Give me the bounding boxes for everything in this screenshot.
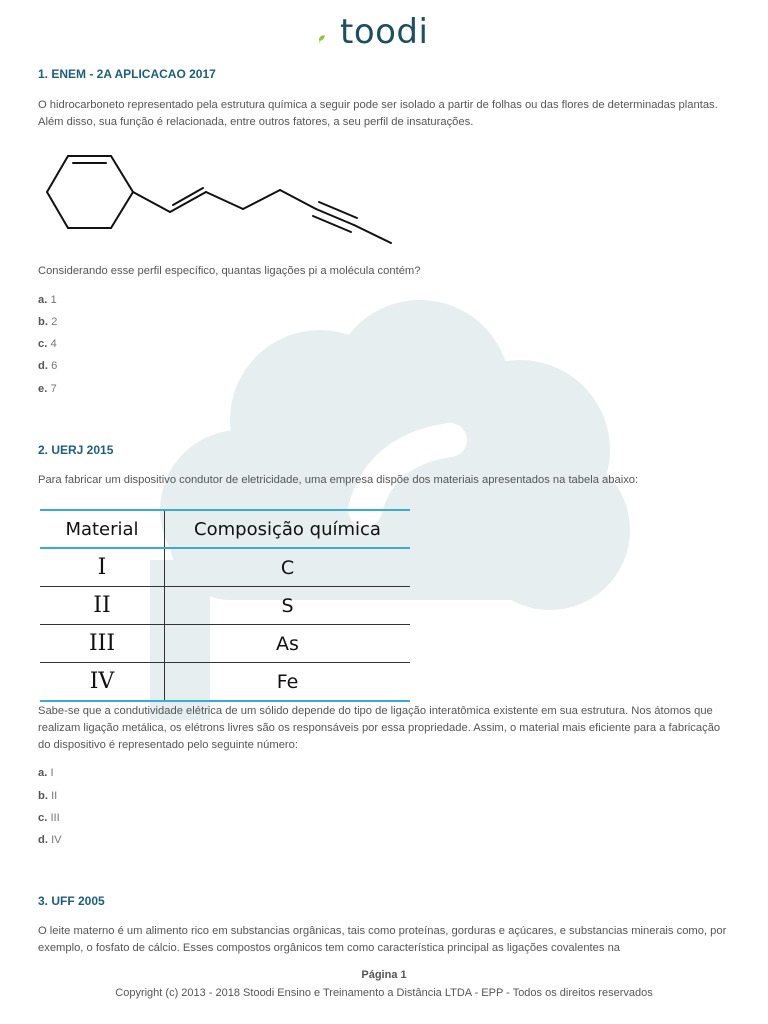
question-3-heading: 3. UFF 2005	[38, 894, 105, 908]
table-cell: II	[40, 587, 165, 625]
question-1-option-b[interactable]	[38, 316, 57, 328]
option-letter: c.	[38, 812, 48, 824]
question-2-option-b[interactable]	[38, 790, 57, 802]
option-text: I	[50, 767, 54, 779]
option-text: 1	[50, 294, 57, 306]
table-row	[40, 663, 410, 702]
option-letter: a.	[38, 767, 48, 779]
option-letter: b.	[38, 316, 48, 328]
copyright-text: Copyright (c) 2013 - 2018 Stoodi Ensino e Treinamento a Distância LTDA - EPP - Todos os direitos reservados	[115, 987, 653, 999]
hydrocarbon-structure-diagram	[38, 143, 408, 255]
question-1-option-e[interactable]	[38, 383, 57, 395]
option-letter: a.	[38, 294, 48, 306]
question-2-option-c[interactable]	[38, 812, 60, 824]
option-text: 6	[51, 360, 58, 372]
option-text: 2	[51, 316, 58, 328]
table-row	[40, 625, 410, 663]
option-letter: b.	[38, 790, 48, 802]
question-2-option-a[interactable]	[38, 767, 54, 779]
table-cell: I	[40, 548, 165, 587]
table-header-composition: Composição química	[165, 510, 411, 548]
question-1-prompt: Considerando esse perfil específico, quantas ligações pi a molécula contém?	[38, 265, 421, 277]
option-letter: d.	[38, 834, 48, 846]
table-row	[40, 548, 410, 587]
option-letter: d.	[38, 360, 48, 372]
table-cell: C	[165, 548, 411, 587]
question-1-heading: 1. ENEM - 2A APLICACAO 2017	[38, 67, 216, 81]
table-header-material: Material	[40, 510, 165, 548]
page-number: Página 1	[361, 969, 407, 981]
question-1-intro: O hidrocarboneto representado pela estrutura química a seguir pode ser isolado a partir de folhas ou das flores de determinadas plantas. Além disso, sua função é relacionada, entre outros fatores, a seu perfil de insaturações.	[38, 99, 718, 128]
option-text: 7	[50, 383, 57, 395]
materials-table	[40, 509, 410, 702]
option-text: 4	[50, 338, 57, 350]
question-1-option-d[interactable]	[38, 360, 57, 372]
question-2-prompt: Sabe-se que a condutividade elétrica de um sólido depende do tipo de ligação interatômica existente em sua estrutura. Nos átomos que realizam ligação metálica, os elétrons livres são os responsáveis por essa propriedade. Assim, o material mais eficiente para a fabricação do dispositivo é representado pelo seguinte número:	[38, 705, 721, 751]
table-cell: S	[165, 587, 411, 625]
option-letter: e.	[38, 383, 48, 395]
table-cell: Fe	[165, 663, 411, 702]
table-row	[40, 587, 410, 625]
question-2-intro: Para fabricar um dispositivo condutor de eletricidade, uma empresa dispõe dos materiais apresentados na tabela abaixo:	[38, 474, 639, 486]
question-2-heading: 2. UERJ 2015	[38, 443, 114, 457]
option-letter: c.	[38, 338, 48, 350]
table-cell: IV	[40, 663, 165, 702]
option-text: III	[50, 812, 60, 824]
question-3-intro: O leite materno é um alimento rico em substancias orgânicas, tais como proteínas, gorduras e açúcares, e substancias minerais como, por exemplo, o fosfato de cálcio. Esses compostos orgânicos tem como característica principal as ligações covalentes na	[38, 925, 727, 954]
table-cell: III	[40, 625, 165, 663]
question-1-option-a[interactable]	[38, 294, 57, 306]
table-cell: As	[165, 625, 411, 663]
logo-text: toodi	[340, 12, 429, 52]
question-2-option-d[interactable]	[38, 834, 62, 846]
question-1-option-c[interactable]	[38, 338, 57, 350]
option-text: II	[51, 790, 58, 802]
option-text: IV	[51, 834, 62, 846]
